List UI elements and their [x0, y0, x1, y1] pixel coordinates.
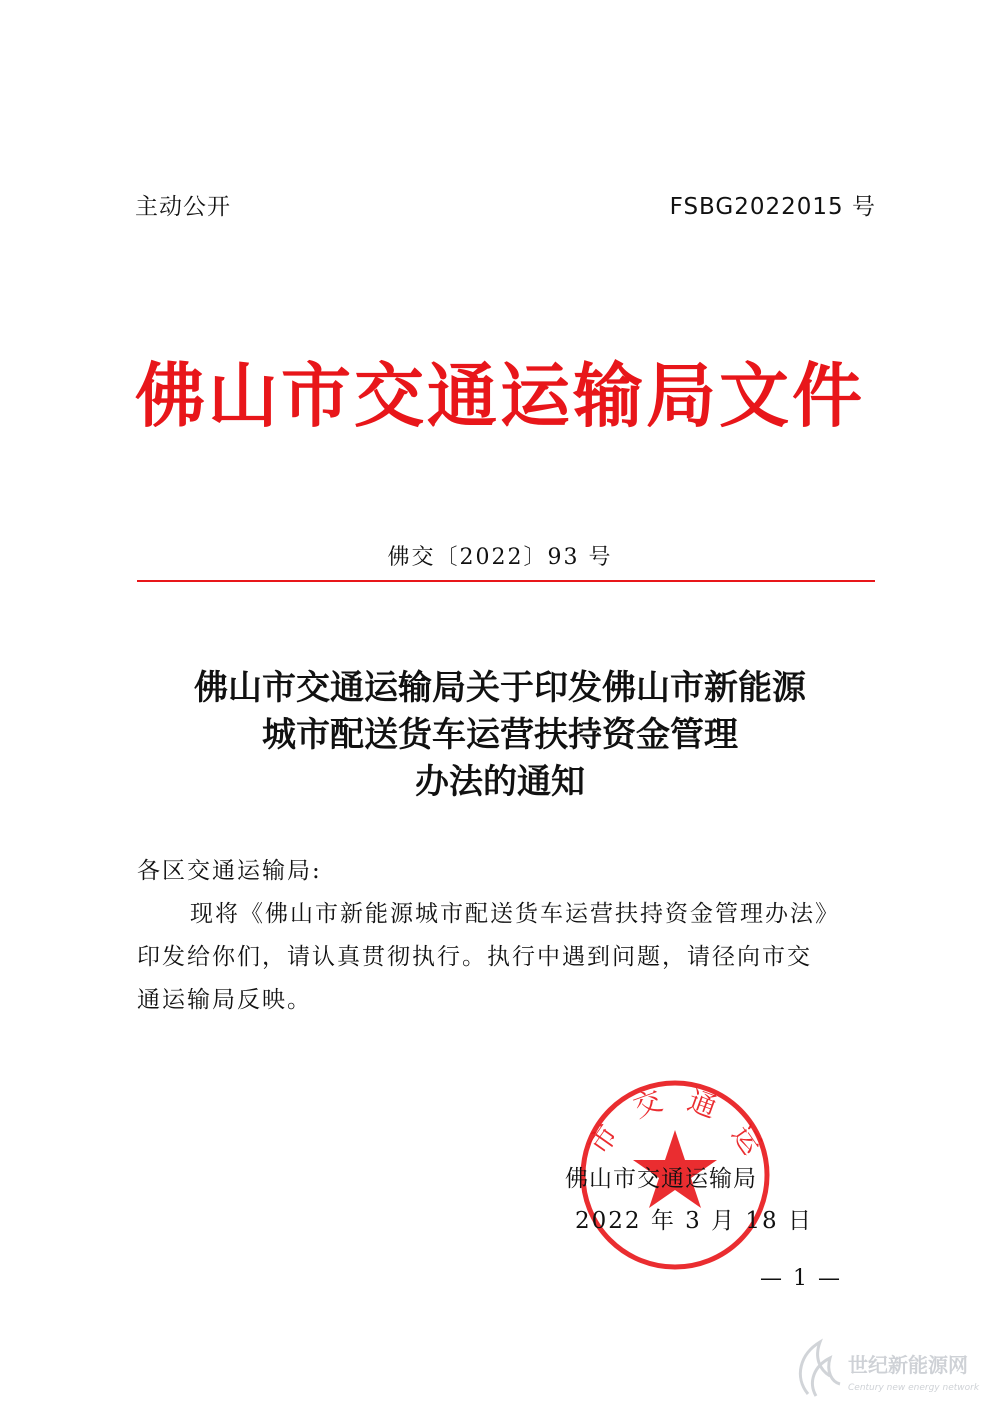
svg-text:Century new energy network: Century new energy network — [848, 1383, 980, 1393]
serial-number: FSBG2022015 号 — [669, 194, 876, 220]
document-title-line: 办法的通知 — [415, 762, 585, 802]
body-line: 通运输局反映。 — [137, 987, 312, 1013]
document-title-line: 城市配送货车运营扶持资金管理 — [262, 715, 738, 755]
svg-text:通: 通 — [683, 1083, 722, 1125]
signing-authority: 佛山市交通运输局 — [565, 1166, 757, 1192]
red-divider — [137, 580, 875, 582]
document-number: 佛交〔2022〕93 号 — [387, 545, 613, 570]
salutation: 各区交通运输局: — [137, 858, 322, 884]
body-line: 印发给你们，请认真贯彻执行。执行中遇到问题，请径向市交 — [137, 944, 812, 970]
svg-text:世纪新能源网: 世纪新能源网 — [848, 1353, 968, 1377]
svg-text:市: 市 — [581, 1118, 625, 1161]
svg-text:交: 交 — [628, 1083, 667, 1125]
signing-date: 2022 年 3 月 18 日 — [575, 1208, 813, 1234]
svg-text:运: 运 — [725, 1118, 769, 1161]
document-title-line: 佛山市交通运输局关于印发佛山市新能源 — [194, 668, 806, 708]
disclosure-level: 主动公开 — [135, 194, 231, 220]
page-number: — 1 — — [760, 1266, 842, 1291]
document-title — [0, 665, 1000, 806]
site-watermark-logo — [786, 1332, 986, 1407]
issuer-header-title: 佛山市交通运输局文件 — [135, 354, 865, 437]
body-line: 现将《佛山市新能源城市配送货车运营扶持资金管理办法》 — [190, 901, 840, 927]
